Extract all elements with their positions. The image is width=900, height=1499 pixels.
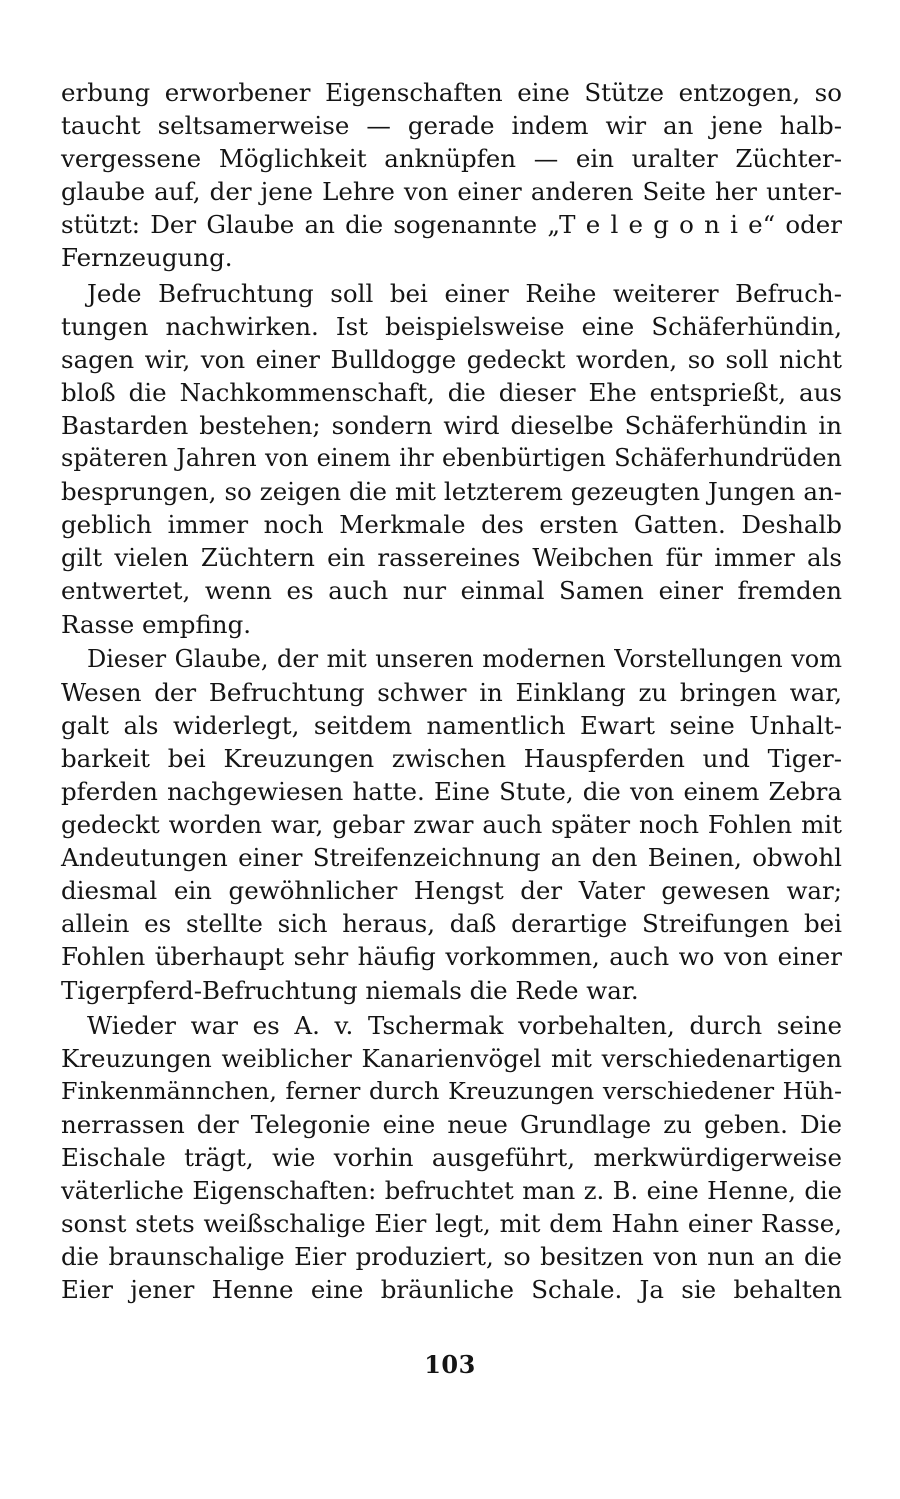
text-line: gilt vielen Züchtern ein rassereines Weibchen für immer als (61, 543, 842, 573)
text-line: sonst stets weißschalige Eier legt, mit dem Hahn einer Rasse, (61, 1209, 842, 1239)
text-line: Tigerpferd-Befruchtung niemals die Rede war. (61, 975, 639, 1005)
text-line: Wesen der Befruchtung schwer in Einklang zu bringen war, (61, 677, 842, 707)
text-line: bloß die Nachkommenschaft, die dieser Ehe entsprießt, aus (61, 377, 842, 407)
text-line: allein es stellte sich heraus, daß derartige Streifungen bei (61, 909, 842, 939)
text-line: besprungen, so zeigen die mit letzterem gezeugten Jungen an- (61, 477, 842, 507)
text-line: barkeit bei Kreuzungen zwischen Hauspferden und Tiger- (61, 743, 842, 773)
text-line: Eischale trägt, wie vorhin ausgeführt, merkwürdigerweise (61, 1143, 842, 1172)
text-line: entwertet, wenn es auch nur einmal Samen einer fremden (61, 576, 842, 606)
paragraph (61, 1009, 842, 1307)
text-line: Fohlen überhaupt sehr häufig vorkommen, auch wo von einer (61, 942, 842, 972)
text-line: späteren Jahren von einem ihr ebenbürtigen Schäferhundrüden (61, 444, 842, 473)
page-number: 103 (424, 1350, 476, 1379)
text-line: Dieser Glaube, der mit unseren modernen Vorstellungen vom (87, 644, 842, 673)
text-line: Jede Befruchtung soll bei einer Reihe weiterer Befruch- (87, 278, 842, 308)
text-line: erbung erworbener Eigenschaften eine Stütze entzogen, so (61, 78, 842, 107)
paragraph (61, 76, 842, 275)
text-line: taucht seltsamerweise — gerade indem wir an jene halb- (61, 111, 842, 141)
text-line: glaube auf, der jene Lehre von einer anderen Seite her unter- (61, 177, 842, 207)
text-line: stützt: Der Glaube an die sogenannte „T e l e g o n i e“ oder (61, 210, 842, 240)
text-line: Fernzeugung. (61, 243, 233, 273)
text-line: sagen wir, von einer Bulldogge gedeckt worden, so soll nicht (61, 344, 842, 374)
text-line: Finkenmännchen, ferner durch Kreuzungen verschiedener Hüh- (61, 1076, 842, 1105)
text-line: Eier jener Henne eine bräunliche Schale. Ja sie behalten (61, 1275, 842, 1305)
text-line: Bastarden bestehen; sondern wird dieselbe Schäferhündin in (61, 410, 842, 440)
paragraph (61, 277, 842, 641)
text-line: diesmal ein gewöhnlicher Hengst der Vater gewesen war; (61, 876, 842, 906)
text-line: Rasse empfing. (61, 609, 252, 639)
text-line: die braunschalige Eier produziert, so besitzen von nun an die (61, 1242, 842, 1272)
text-line: pferden nachgewiesen hatte. Eine Stute, die von einem Zebra (61, 776, 842, 806)
text-line: nerrassen der Telegonie eine neue Grundlage zu geben. Die (61, 1109, 842, 1139)
text-line: galt als widerlegt, seitdem namentlich Ewart seine Unhalt- (61, 710, 842, 740)
text-line: tungen nachwirken. Ist beispielsweise eine Schäferhündin, (61, 311, 842, 341)
text-line: Andeutungen einer Streifenzeichnung an den Beinen, obwohl (61, 843, 842, 873)
text-line: Kreuzungen weiblicher Kanarienvögel mit verschiedenartigen (61, 1043, 842, 1073)
text-line: gedeckt worden war, gebar zwar auch später noch Fohlen mit (61, 810, 842, 840)
text-line: väterliche Eigenschaften: befruchtet man z. B. eine Henne, die (61, 1176, 842, 1206)
text-line: Wieder war es A. v. Tschermak vorbehalten, durch seine (87, 1010, 842, 1040)
text-line: geblich immer noch Merkmale des ersten Gatten. Deshalb (61, 510, 842, 540)
paragraph (61, 643, 842, 1007)
body-text (61, 76, 842, 1306)
text-line: vergessene Möglichkeit anknüpfen — ein uralter Züchter- (61, 144, 842, 174)
